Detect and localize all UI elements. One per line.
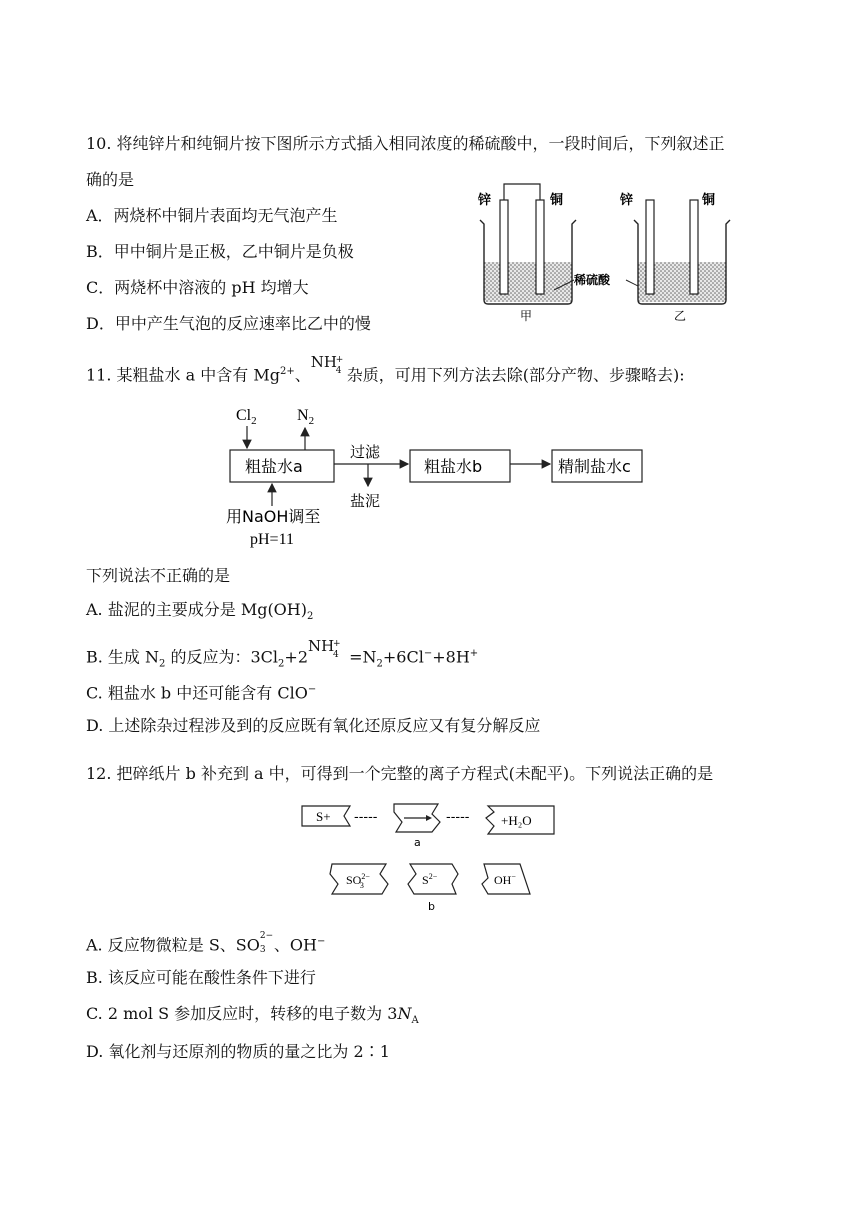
q11-flow-diagram (220, 402, 660, 552)
nh4-ion-b: NH + 4 (308, 637, 341, 660)
box3-label: 精制盐水c (558, 457, 631, 476)
q10-option-a: A．两烧杯中铜片表面均无气泡产生 (86, 206, 338, 225)
q11-option-a: A. 盐泥的主要成分是 $Mg(OH)_2$ (86, 600, 314, 623)
mg-charge: 2+ (279, 366, 295, 377)
q10-stem-line2: 确的是 (86, 170, 135, 189)
box1-label: 粗盐水a (245, 457, 303, 476)
q11-option-b: B. 生成 $N_2$ 的反应为：$3Cl_2+2$ NH + 4 $=N_2+6Cl^-+8H^+$ (86, 637, 479, 670)
q10-option-b: B．甲中铜片是正极，乙中铜片是负极 (86, 242, 354, 261)
beaker-jia (477, 184, 576, 323)
q12-paper-scraps-figure (296, 798, 566, 918)
label-a: a (414, 836, 421, 849)
salt-mud-label: 盐泥 (350, 492, 381, 510)
zinc-label-yi: 锌 (620, 193, 634, 208)
dashes-left: ----- (354, 810, 378, 825)
scrap-h2o-text: +H₂O (501, 813, 532, 828)
beaker-yi (619, 192, 730, 323)
q11-stem-post: 杂质，可用下列方法去除(部分产物、步骤略去): (346, 365, 685, 385)
acid-label: 稀硫酸 (574, 273, 611, 287)
q12-stem: 12. 把碎纸片 b 补充到 a 中，可得到一个完整的离子方程式(未配平)。下列说法正确的是 (86, 764, 714, 783)
q11-stem-sep: 、 (294, 365, 311, 385)
zinc-label-jia: 锌 (478, 193, 492, 208)
q11-stem (86, 353, 685, 385)
q12-option-a: A. 反应物微粒是 S、SO 2− 3 、OH− (86, 931, 326, 955)
q10-option-d: D．甲中产生气泡的反应速率比乙中的慢 (86, 314, 371, 333)
q11-stem-pre: 11. 某粗盐水 a 中含有 Mg (86, 365, 280, 385)
naoh-label-line2: pH=11 (250, 531, 294, 548)
q10-option-c: C．两烧杯中溶液的 pH 均增大 (86, 278, 309, 297)
scrap-s2-text: $S^{2-}$ (422, 872, 438, 887)
q12-option-b: B. 该反应可能在酸性条件下进行 (86, 968, 316, 987)
q11-prompt: 下列说法不正确的是 (86, 566, 231, 585)
q12-option-d: D. 氧化剂与还原剂的物质的量之比为 2∶1 (86, 1042, 390, 1061)
label-b: b (428, 900, 435, 913)
copper-label-yi: 铜 (702, 193, 716, 208)
copper-label-jia: 铜 (550, 193, 564, 208)
naoh-label-line1: 用NaOH调至 (226, 507, 321, 526)
beaker-jia-label: 甲 (520, 309, 533, 323)
scrap-so3-text: $SO^{2-}$ 3 (346, 872, 370, 890)
n2-label: $N_2$ (297, 407, 315, 427)
box2-label: 粗盐水b (424, 457, 483, 476)
nh4-ion: NH + 4 (310, 353, 344, 376)
q10-stem-line1: 10. 将纯锌片和纯铜片按下图所示方式插入相同浓度的稀硫酸中，一段时间后，下列叙述正 (86, 134, 725, 153)
scrap-s-plus-text: S+ (316, 809, 331, 824)
q11-option-d: D. 上述除杂过程涉及到的反应既有氧化还原反应又有复分解反应 (86, 716, 541, 735)
cl2-label: $Cl_2$ (236, 407, 257, 427)
scrap-oh-text: OH− (494, 872, 516, 887)
q10-beaker-figure (470, 180, 740, 330)
dashes-right: ----- (446, 810, 470, 825)
q12-option-c: C. 2 mol S 参加反应时，转移的电子数为 $3N_A$ (86, 1004, 419, 1027)
filter-label: 过滤 (350, 443, 381, 461)
q11-option-c: C. 粗盐水 b 中还可能含有 ClO− (86, 683, 317, 703)
beaker-yi-label: 乙 (674, 309, 687, 323)
